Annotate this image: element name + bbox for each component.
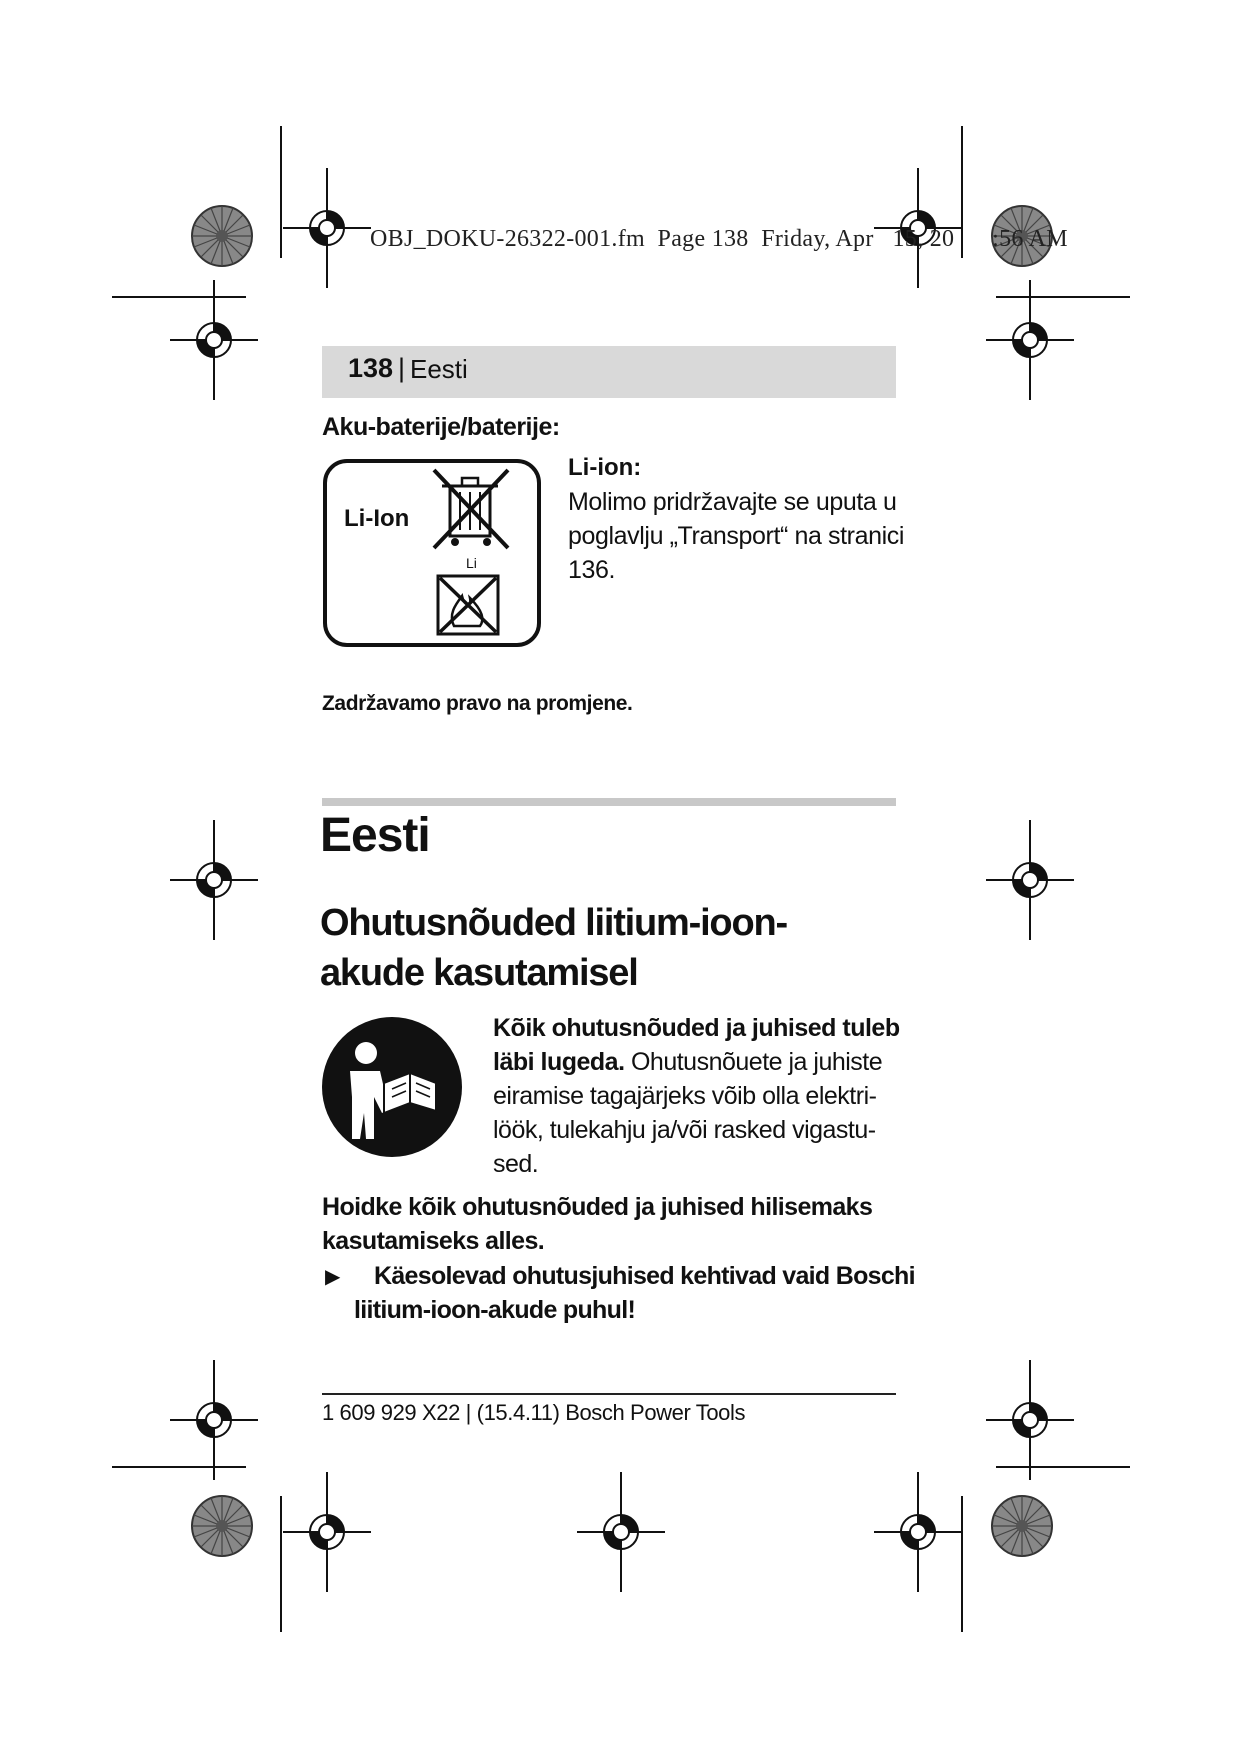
page-header-bar [322, 346, 896, 398]
registration-mark-left-3 [170, 1360, 258, 1480]
footer-rule [322, 1393, 896, 1395]
header-separator: | [398, 353, 406, 383]
registration-mark-bottom-left [283, 1472, 371, 1592]
color-calibration-disc-bottom-right [992, 1496, 1052, 1556]
registration-mark-bottom-right [874, 1472, 962, 1592]
file-slug: OBJ_DOKU-26322-001.fm Page 138 Friday, Apr 15, 20 :56 AM [370, 226, 1068, 252]
warning-bold: Kõik ohutusnõuded ja juhised tuleb läbi lugeda. [493, 1014, 900, 1076]
bullet-text: Käesolevad ohutusjuhised kehtivad vaid Boschi liitium-ioon-akude puhul! [354, 1262, 915, 1324]
page-number: 138 [348, 353, 394, 383]
section-rule [322, 798, 896, 806]
registration-mark-left-2 [170, 820, 258, 940]
language-heading: Eesti [320, 809, 430, 862]
liion-label: Li-ion: [568, 454, 642, 481]
keep-instructions-note: Hoidke kõik ohutusnõuded ja juhised hilisemaks kasutamiseks alles. [322, 1193, 873, 1255]
warning-text [493, 1011, 903, 1181]
li-ion-disposal-pictogram [322, 458, 542, 648]
registration-mark-right-2 [986, 820, 1074, 940]
reserve-note: Zadržavamo pravo na promjene. [322, 692, 633, 715]
registration-mark-top-left [283, 168, 371, 288]
registration-mark-right-3 [986, 1360, 1074, 1480]
registration-mark-bottom-center [577, 1472, 665, 1592]
warning-body: Ohutusnõuete ja juhiste eiramise tagajärjeks võib olla elektri-löök, tulekahju ja/või rasked vigastu-sed. [493, 1048, 883, 1178]
color-calibration-disc-bottom-left [192, 1496, 252, 1556]
color-calibration-disc-top-left [192, 206, 252, 266]
pictogram-label: Li-Ion [344, 505, 410, 532]
footer-text: 1 609 929 X22 | (15.4.11) Bosch Power Tools [322, 1400, 746, 1425]
bullet-arrow-icon: ▶ [325, 1266, 341, 1288]
liion-text: Molimo pridržavajte se uputa u poglavlju „Transport“ na stranici 136. [568, 488, 905, 584]
header-section: Eesti [410, 354, 468, 384]
pictogram-sub: Li [466, 555, 477, 571]
battery-heading: Aku-baterije/baterije: [322, 413, 560, 441]
section-title: Ohutusnõuded liitium-ioon-akude kasutamisel [320, 902, 787, 994]
read-manual-icon [322, 1017, 462, 1157]
